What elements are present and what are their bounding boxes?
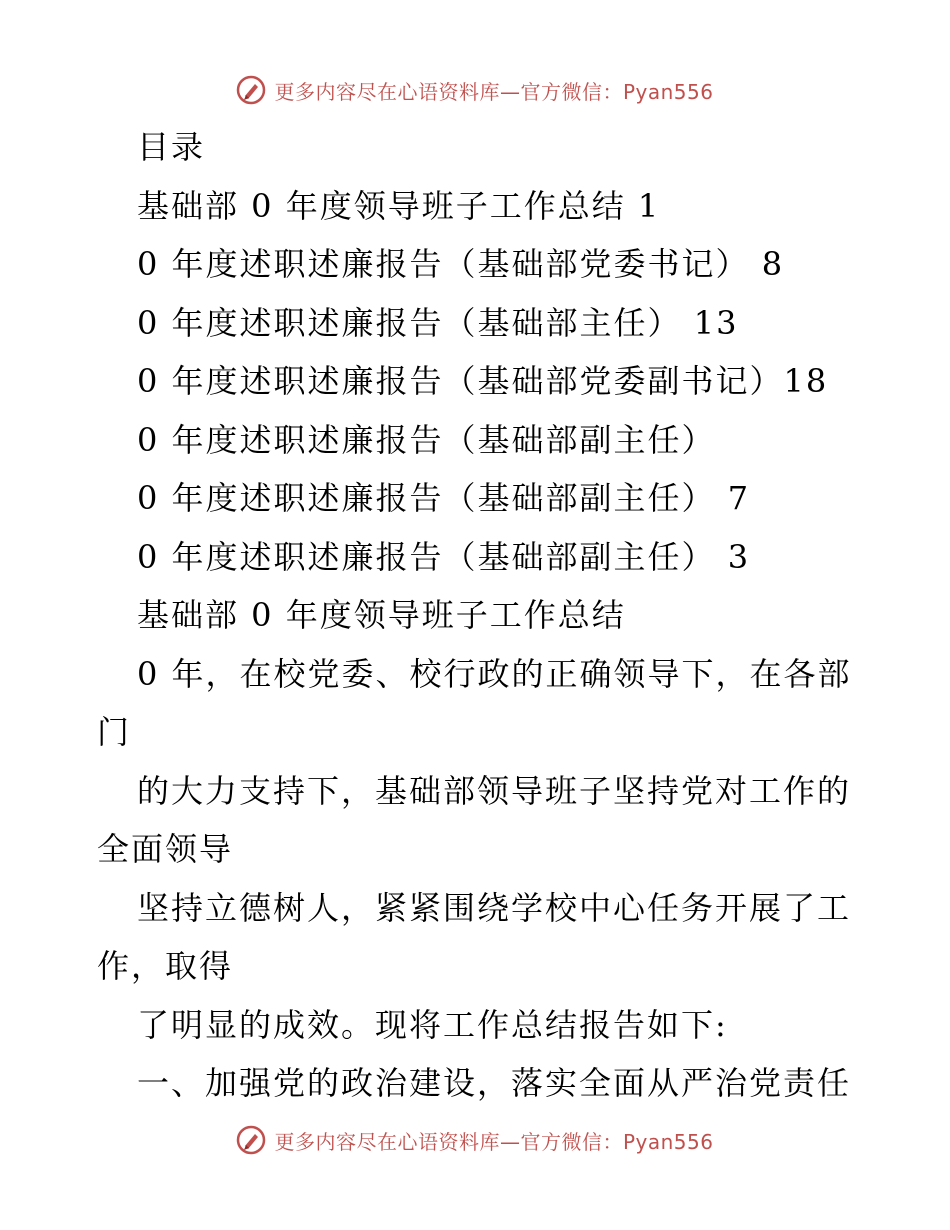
paragraph-line: 门 bbox=[97, 713, 132, 751]
paragraph-line: 了明显的成效。现将工作总结报告如下: bbox=[137, 1005, 728, 1044]
header-banner bbox=[0, 70, 950, 110]
paragraph-line: 0 年，在校党委、校行政的正确领导下，在各部 bbox=[137, 654, 852, 693]
pen-seal-icon bbox=[236, 75, 266, 105]
toc-entry: 0 年度述职述廉报告（基础部副主任） bbox=[137, 420, 716, 459]
toc-entry: 0 年度述职述廉报告（基础部副主任） 7 bbox=[137, 479, 751, 517]
toc-entry: 0 年度述职述廉报告（基础部副主任） 3 bbox=[137, 537, 751, 576]
subsection-heading: 一、加强党的政治建设，落实全面从严治党责任 bbox=[137, 1064, 852, 1102]
header-banner-text: 更多内容尽在心语资料库—官方微信：Pyan556 bbox=[274, 79, 714, 104]
toc-entry: 0 年度述职述廉报告（基础部党委副书记）18 bbox=[137, 362, 829, 400]
paragraph-line: 作，取得 bbox=[97, 947, 234, 985]
document-body bbox=[97, 118, 857, 1113]
paragraph-line: 的大力支持下，基础部领导班子坚持党对工作的 bbox=[137, 771, 852, 810]
toc-entry: 基础部 0 年度领导班子工作总结 1 bbox=[137, 186, 661, 225]
toc-heading: 目录 bbox=[137, 128, 206, 166]
paragraph-line: 坚持立德树人，紧紧围绕学校中心任务开展了工 bbox=[137, 888, 852, 927]
footer-banner bbox=[0, 1120, 950, 1160]
toc-entry: 0 年度述职述廉报告（基础部主任） 13 bbox=[137, 303, 739, 342]
section-title: 基础部 0 年度领导班子工作总结 bbox=[137, 596, 626, 634]
footer-banner-text: 更多内容尽在心语资料库—官方微信：Pyan556 bbox=[274, 1129, 714, 1154]
paragraph-line: 全面领导 bbox=[97, 830, 234, 868]
pen-seal-icon bbox=[236, 1125, 266, 1155]
toc-entry: 0 年度述职述廉报告（基础部党委书记） 8 bbox=[137, 245, 785, 283]
